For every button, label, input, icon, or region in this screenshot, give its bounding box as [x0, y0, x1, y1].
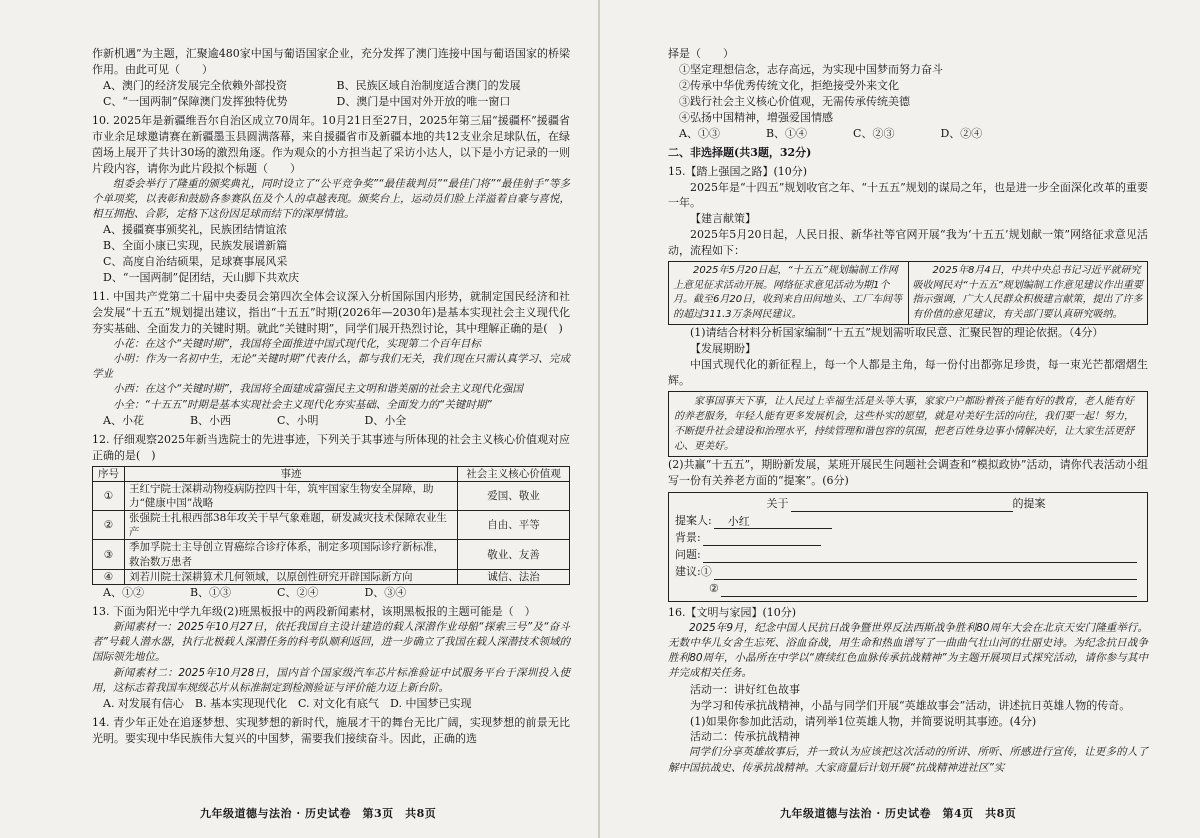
- q12-table: [92, 466, 570, 585]
- q12-row-deed: 季加孚院士主导创立胃癌综合诊疗体系，制定多项国际诊疗新标准，救治数万患者: [125, 540, 458, 569]
- q12-stem: 12. 仔细观察2025年新当选院士的先进事迹，下列关于其事迹与所体现的社会主义核心价值观对应正确的是( ): [92, 432, 570, 462]
- q16-activity-2-text: 同学们分享英雄故事后，并一致认为应该把这次活动的所讲、所听、所感进行宣传，让更多的人了解中国抗战史、传承抗战精神。大家商量后计划开展“抗战精神进社区”实: [668, 746, 1148, 774]
- issue-field[interactable]: [703, 550, 1137, 563]
- q13-options: A. 对发展有信心 B. 基本实现现代化 C. 对文化有底气 D. 中国梦已实现: [103, 696, 472, 710]
- q9-option-b: B、民族区域自治制度适合澳门的发展: [336, 78, 521, 92]
- q11-xiaoquan: 小全：“十五五”时期是基本实现社会主义现代化夯实基础、全面发力的“关键时期”: [113, 398, 492, 411]
- proposer-field[interactable]: 小红: [714, 516, 832, 529]
- q11-xiaoxi: 小西：在这个“关键时期”，我国将全面建成富强民主文明和谐美丽的社会主义现代化强国: [113, 383, 523, 396]
- page-footer: 九年级道德与法治 · 历史试卷 第3页 共8页: [200, 807, 437, 821]
- suggestion-label-2: ②: [709, 581, 719, 595]
- q15-text-1: 2025年5月20日起，人民日报、新华社等官网开展“我为‘十五五’规划献一策”网络征求意见活动，流程如下：: [668, 228, 1148, 258]
- q11-xiaohua: 小花：在这个“关键时期”，我国将全面推进中国式现代化，实现第二个百年目标: [113, 337, 481, 350]
- q11-option-c: C、小明: [277, 413, 319, 427]
- q12-option-a: A、①②: [103, 586, 144, 599]
- q15-title: 15.【踏上强国之路】(10分): [668, 164, 808, 178]
- proposal-about-label: 关于: [766, 496, 789, 510]
- background-label: 背景:: [675, 530, 701, 544]
- q11-option-a: A、小花: [103, 413, 144, 427]
- table-row: [93, 481, 570, 510]
- q14-option-d: D、②④: [940, 126, 983, 140]
- page-4: [600, 0, 1200, 838]
- q16-activity-1: 活动一：讲好红色故事: [690, 682, 800, 696]
- q12-row-value: 自由、平等: [458, 511, 570, 540]
- table-row: [93, 540, 570, 569]
- q12-row-deed: 张强院士扎根西部38年攻关干旱气象难题，研发减灾技术保障农业生产: [125, 511, 458, 540]
- q14-item-3: ③践行社会主义核心价值观，无需传承传统美德: [679, 94, 910, 108]
- q10-option-a: A、援疆赛事颁奖礼，民族团结情谊浓: [103, 223, 287, 237]
- suggestion-field-2[interactable]: [721, 584, 1137, 597]
- q15-box-left: 2025年5月20日起，“十五五”规划编制工作网上意见征求活动开展。网络征求意见活动为期1个月。截至6月20日，收到来自田间地头、工厂车间等的超过311.3万条网民建议。: [673, 265, 903, 320]
- q16-question-1: (1)如果你参加此活动，请列举1位英雄人物，并简要说明其事迹。(4分): [690, 714, 1037, 728]
- q11-option-b: B、小西: [189, 413, 232, 427]
- q12-header-no: 序号: [93, 466, 125, 481]
- q12-option-c: C、②④: [277, 586, 319, 599]
- q12-row-value: 诚信、法治: [458, 569, 570, 584]
- q14-options: [668, 126, 1148, 142]
- proposal-form: [668, 492, 1148, 602]
- proposal-title-row: [675, 495, 1137, 512]
- q15-sub-2: 【发展期盼】: [690, 342, 756, 356]
- q15-box-right: 2025年8月4日，中共中央总书记习近平就研究吸收网民对“十五五”规划编制工作意见建议作出重要指示强调，广大人民群众积极建言献策，提出了许多有价值的意见建议，有关部门要认真研究吸纳。: [908, 262, 1148, 324]
- proposal-suffix-label: 的提案: [1012, 496, 1046, 510]
- q14-item-4: ④弘扬中国精神，增强爱国情感: [679, 110, 833, 124]
- q9-options-row1: [92, 78, 570, 94]
- q12-row-deed: 刘若川院士深耕算术几何领域，以原创性研究开辟国际新方向: [125, 569, 458, 584]
- table-row: [93, 511, 570, 540]
- suggestion-field-1[interactable]: [714, 567, 1137, 580]
- proposer-label: 提案人:: [675, 513, 712, 527]
- q12-header-value: 社会主义核心价值观: [458, 466, 570, 481]
- q9-tail: 作新机遇”为主题，汇聚逾480家中国与葡语国家企业，充分发挥了澳门连接中国与葡语国家的桥梁作用。由此可见（ ）: [92, 47, 570, 76]
- q12-option-b: B、①③: [189, 586, 232, 599]
- q13-news-2: 新闻素材二：2025年10月28日，国内首个国家级汽车芯片标准验证中试服务平台于深圳投入使用，这标志着我国车规级芯片从标准制定到检测验证与评价能力迈上新台阶。: [92, 666, 570, 694]
- q13-news-1: 新闻素材一：2025年10月27日，依托我国自主设计建造的载人深潜作业母船“探索三号”及“奋斗者”号载人潜水器，执行北极载人深潜任务的科考队顺利返回，进一步确立了我国在载人深潜技术领域的国际领先地位。: [92, 620, 570, 664]
- q15-intro: 2025年是“十四五”规划收官之年、“十五五”规划的谋局之年，也是进一步全面深化改革的重要一年。: [668, 180, 1148, 210]
- q11-options: [92, 413, 570, 429]
- table-row: [93, 569, 570, 584]
- q12-row-deed: 王红宁院士深耕动物疫病防控四十年，筑牢国家生物安全屏障，助力“健康中国”战略: [125, 481, 458, 510]
- q16-title: 16.【文明与家园】(10分): [668, 605, 797, 619]
- q9-options-row2: [92, 94, 570, 110]
- page-footer: 九年级道德与法治 · 历史试卷 第4页 共8页: [780, 807, 1017, 821]
- suggestion-row-1: [675, 563, 1137, 580]
- q13-stem: 13. 下面为阳光中学九年级(2)班黑板报中的两段新闻素材，该期黑板报的主题可能是（ ）: [92, 604, 536, 618]
- q12-row-value: 敬业、友善: [458, 540, 570, 569]
- background-field[interactable]: [703, 533, 821, 546]
- q14-option-a: A、①③: [679, 126, 720, 140]
- q12-option-d: D、③④: [364, 586, 407, 599]
- issue-row: [675, 546, 1137, 563]
- q14-item-2: ②传承中华优秀传统文化，拒绝接受外来文化: [679, 78, 899, 92]
- q12-row-no: ④: [93, 569, 125, 584]
- q15-quote-box: 家事国事天下事，让人民过上幸福生活是头等大事，家家户户都盼着孩子能有好的教育，老人能有好的养老服务，年轻人能有更多发展机会，这些朴实的愿望，就是对美好生活的向往，我们要一起！努力，不断提升社会建设和治理水平，持续管理和谐包容的氛围，把老百姓身边事小情解决好，让大家生活更舒心、更美好。: [668, 391, 1148, 457]
- q10-option-c: C、高度自治结硕果，足球赛事展风采: [103, 255, 288, 269]
- q12-header-deed: 事迹: [125, 466, 458, 481]
- q10-stem: 10. 2025年是新疆维吾尔自治区成立70周年。10月21日至27日，2025年第三届“援疆杯”援疆省市业余足球邀请赛在新疆墨玉县圆满落幕，来自援疆省市及新疆本地的共12支业余足球队伍，在绿茵场上展开了共计30场的激烈角逐。作为观众的小方担当起了采访小达人，以下是小方记录的一则片段内容，请你为此片段拟个标题（ ）: [92, 113, 570, 175]
- q10-option-b: B、全面小康已实现，民族发展谱新篇: [103, 239, 288, 253]
- q14-option-c: C、②③: [853, 126, 895, 140]
- q12-row-value: 爱国、敬业: [458, 481, 570, 510]
- q11-xiaoming: 小明：作为一名初中生，无论“关键时期”代表什么，都与我们无关，我们现在只需认真学习、完成学业: [92, 352, 570, 381]
- q15-text-2: 中国式现代化的新征程上，每一个人都是主角，每一份付出都弥足珍贵，每一束光芒都熠熠生辉。: [668, 358, 1148, 387]
- background-row: [675, 529, 1137, 546]
- suggestion-row-2: [675, 580, 1137, 597]
- q14-option-b: B、①④: [765, 126, 808, 140]
- q12-options: [92, 585, 570, 601]
- q14-item-1: ①坚定理想信念，志存高远，为实现中国梦而努力奋斗: [679, 62, 943, 76]
- q15-flow-box: [668, 261, 1148, 325]
- q16-activity-1-text: 为学习和传承抗战精神，小晶与同学们开展“英雄故事会”活动，讲述抗日英雄人物的传奇。: [690, 698, 1131, 712]
- q15-question-1: (1)请结合材料分析国家编制“十五五”规划需听取民意、汇聚民智的理论依据。（4分）: [690, 326, 1104, 340]
- q11-stem: 11. 中国共产党第二十届中央委员会第四次全体会议深入分析国际国内形势，就制定国民经济和社会发展“十五五”规划提出建议，指出“十五五”时期(2026年—2030年)是基本实现社会主义现代化夯实基础、全面发力的关键时期。就此“关键时期”，同学们展开热烈讨论，其中理解正确的是( ): [92, 289, 570, 335]
- q12-row-no: ①: [93, 481, 125, 510]
- q12-header-row: [93, 466, 570, 481]
- q16-activity-2: 活动二：传承抗战精神: [690, 730, 800, 744]
- section-2-heading: 二、非选择题(共3题，32分): [668, 145, 812, 159]
- q12-row-no: ③: [93, 540, 125, 569]
- q16-intro: 2025年9月，纪念中国人民抗日战争暨世界反法西斯战争胜利80周年大会在北京天安门隆重举行。无数中华儿女舍生忘死、浴血奋战，用生命和热血谱写了一曲曲气壮山河的壮丽史诗。为纪念抗日战争胜利80周年，小晶所在中学以“赓续红色血脉传承抗战精神”为主题开展项目式探究活动，请你参与其中并完成相关任务。: [668, 621, 1148, 680]
- q15-sub-1: 【建言献策】: [690, 212, 756, 226]
- suggestion-label: 建议:①: [675, 564, 712, 578]
- q11-option-d: D、小全: [364, 413, 407, 427]
- proposer-row: [675, 512, 1137, 529]
- q10-option-d: D、“一国两制”促团结，天山脚下共欢庆: [103, 270, 300, 284]
- q14-stem: 14. 青少年正处在追逐梦想、实现梦想的新时代，施展才干的舞台无比广阔，实现梦想的前景无比光明。要实现中华民族伟大复兴的中国梦，需要我们接续奋斗。因此，正确的选: [92, 715, 570, 745]
- q9-option-d: D、澳门是中国对外开放的唯一窗口: [336, 94, 511, 108]
- q9-option-c: C、“一国两制”保障澳门发挥独特优势: [103, 94, 288, 108]
- q14-tail: 择是（ ）: [668, 47, 734, 60]
- q10-quote: 组委会举行了隆重的颁奖典礼，同时设立了“公平竞争奖”“最佳裁判员”“最佳门将”“最佳射手”等多个单项奖，以表彰和鼓励各参赛队伍及个人的卓越表现。颁奖台上，运动员们脸上洋溢着自豪与喜悦，相互拥抱、合影，定格下这份因足球而结下的深厚情谊。: [92, 177, 570, 220]
- proposal-title-field[interactable]: [791, 499, 1013, 512]
- q12-row-no: ②: [93, 511, 125, 540]
- q15-question-2: (2)共赢“十五五”，期盼新发展，某班开展民生问题社会调查和“模拟政协”活动，请你代表活动小组写一份有关养老方面的“提案”。(6分): [668, 457, 1148, 487]
- issue-label: 问题:: [675, 547, 701, 561]
- q9-option-a: A、澳门的经济发展完全依赖外部投资: [103, 78, 287, 92]
